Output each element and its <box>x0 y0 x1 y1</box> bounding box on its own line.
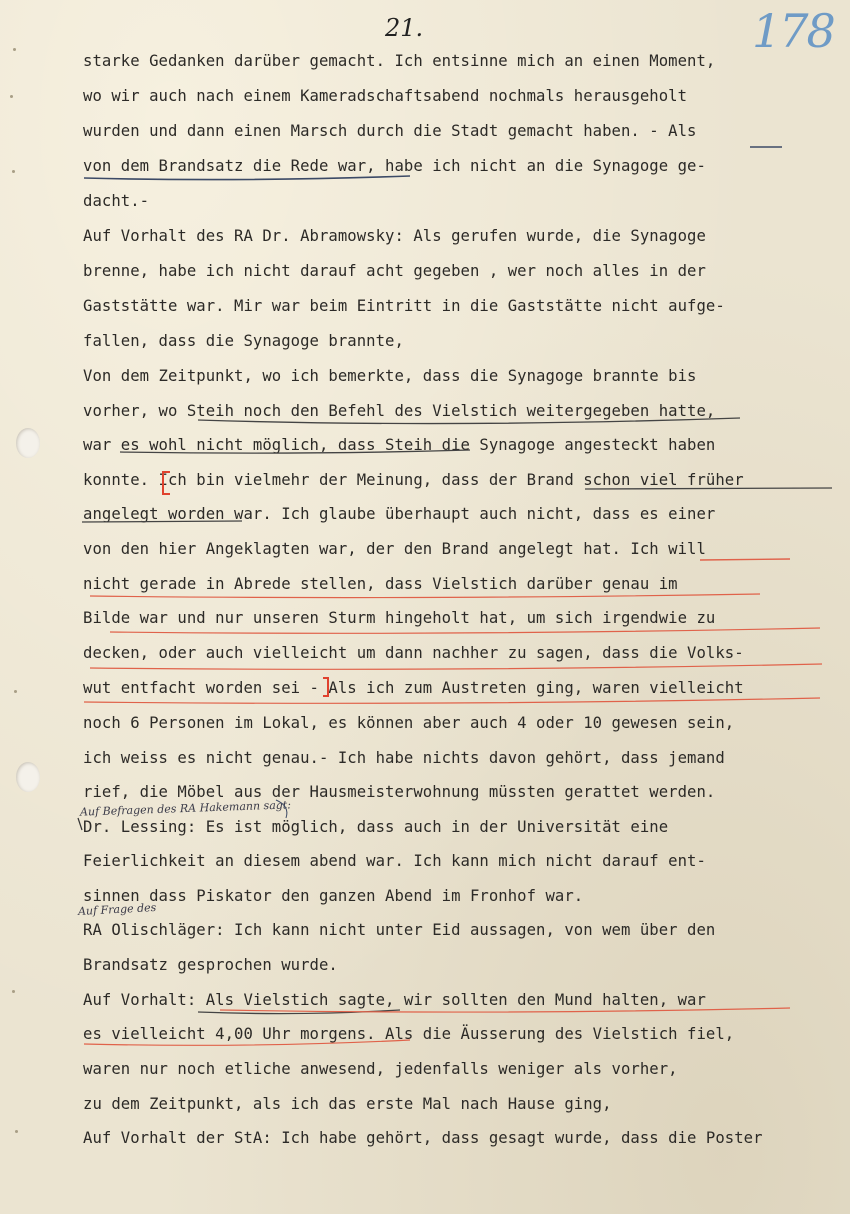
text-line: vorher, wo Steih noch den Befehl des Vielstich weitergegeben hatte, <box>83 402 716 420</box>
text-line: brenne, habe ich nicht darauf acht gegeben , wer noch alles in der <box>83 262 706 280</box>
text-line: von dem Brandsatz die Rede war, habe ich nicht an die Synagoge ge- <box>83 157 706 175</box>
page-number: 21. <box>385 14 424 42</box>
text-line: es vielleicht 4,00 Uhr morgens. Als die Äusserung des Vielstich fiel, <box>83 1025 735 1043</box>
text-line: starke Gedanken darüber gemacht. Ich entsinne mich an einen Moment, <box>83 52 716 70</box>
text-line: noch 6 Personen im Lokal, es können aber auch 4 oder 10 gewesen sein, <box>83 714 735 732</box>
handwritten-note-lessing: Auf Befragen des RA Hakemann sagt: <box>79 798 292 819</box>
text-line: Feierlichkeit an diesem abend war. Ich kann mich nicht darauf ent- <box>83 852 706 870</box>
text-line: ich weiss es nicht genau.- Ich habe nichts davon gehört, dass jemand <box>83 749 725 767</box>
text-line: decken, oder auch vielleicht um dann nachher zu sagen, dass die Volks- <box>83 644 744 662</box>
handwritten-note-olischlaeger: Auf Frage des <box>77 900 157 919</box>
text-line: konnte. Ich bin vielmehr der Meinung, dass der Brand schon viel früher <box>83 471 744 489</box>
text-line: waren nur noch etliche anwesend, jedenfalls weniger als vorher, <box>83 1060 678 1078</box>
text-line: zu dem Zeitpunkt, als ich das erste Mal nach Hause ging, <box>83 1095 612 1113</box>
text-line: sinnen dass Piskator den ganzen Abend im Fronhof war. <box>83 887 584 905</box>
folio-number: 178 <box>752 4 834 58</box>
text-line: wo wir auch nach einem Kameradschaftsabend nochmals herausgeholt <box>83 87 688 105</box>
text-line: wut entfacht worden sei - Als ich zum Austreten ging, waren vielleicht <box>83 679 744 697</box>
text-line: RA Olischläger: Ich kann nicht unter Eid aussagen, von wem über den <box>83 921 716 939</box>
text-line: Auf Vorhalt: Als Vielstich sagte, wir sollten den Mund halten, war <box>83 991 706 1009</box>
text-line: Bilde war und nur unseren Sturm hingeholt hat, um sich irgendwie zu <box>83 609 716 627</box>
text-line: Brandsatz gesprochen wurde. <box>83 956 338 974</box>
text-line: Von dem Zeitpunkt, wo ich bemerkte, dass die Synagoge brannte bis <box>83 367 697 385</box>
text-line: Dr. Lessing: Es ist möglich, dass auch in der Universität eine <box>83 818 669 836</box>
text-line: von den hier Angeklagten war, der den Brand angelegt hat. Ich will <box>83 540 706 558</box>
text-line: dacht.- <box>83 192 150 210</box>
text-line: Gaststätte war. Mir war beim Eintritt in die Gaststätte nicht aufge- <box>83 297 725 315</box>
text-line: Auf Vorhalt der StA: Ich habe gehört, dass gesagt wurde, dass die Poster <box>83 1129 763 1147</box>
text-line: Auf Vorhalt des RA Dr. Abramowsky: Als gerufen wurde, die Synagoge <box>83 227 706 245</box>
text-line: nicht gerade in Abrede stellen, dass Vielstich darüber genau im <box>83 575 678 593</box>
text-line: fallen, dass die Synagoge brannte, <box>83 332 404 350</box>
text-line: rief, die Möbel aus der Hausmeisterwohnung müssten gerattet werden. <box>83 783 716 801</box>
text-line: angelegt worden war. Ich glaube überhaupt auch nicht, dass es einer <box>83 505 716 523</box>
text-line: wurden und dann einen Marsch durch die Stadt gemacht haben. - Als <box>83 122 697 140</box>
text-line: war es wohl nicht möglich, dass Steih die Synagoge angesteckt haben <box>83 436 716 454</box>
